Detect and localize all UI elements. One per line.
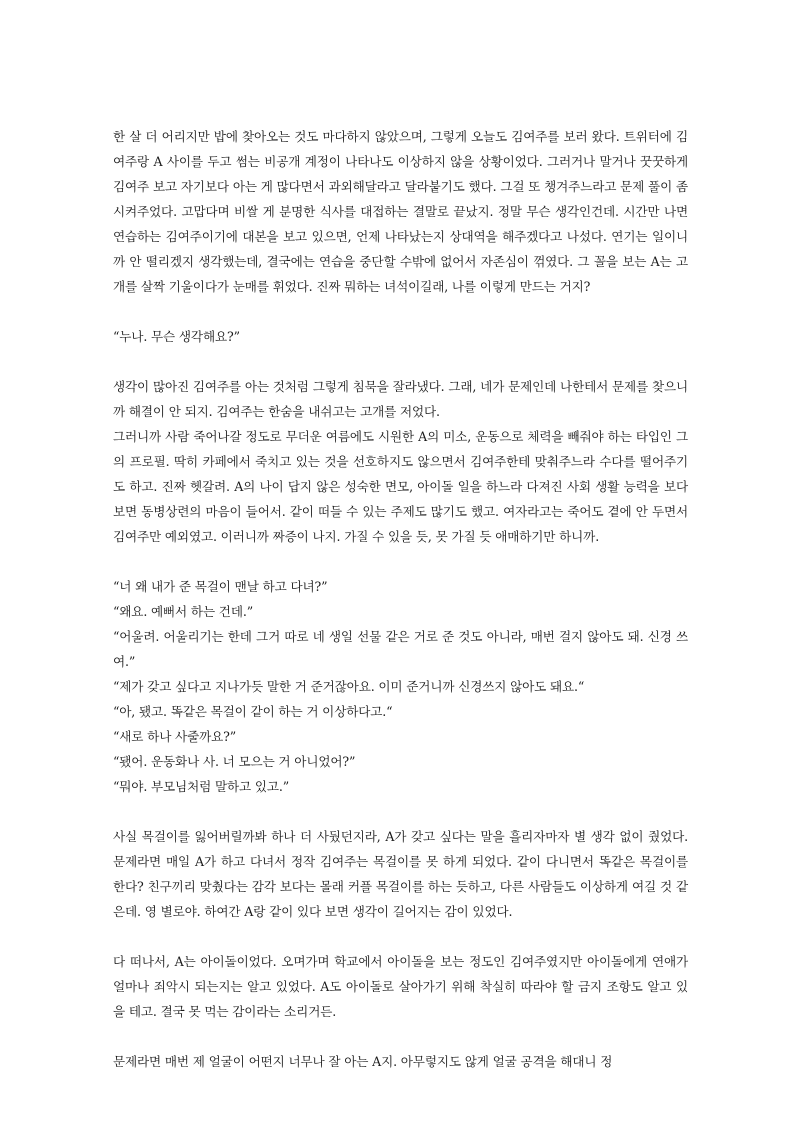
- dialogue-block: [113, 574, 688, 799]
- paragraph-2a: 생각이 많아진 김여주를 아는 것처럼 그렇게 침묵을 잘라냈다. 그래, 네가 문제인데 나한테서 문제를 찾으니까 해결이 안 되지. 김여주는 한숨을 내쉬고는 고개를 저었다.: [113, 379, 688, 419]
- paragraph-4: 다 떠나서, A는 아이돌이었다. 오며가며 학교에서 아이돌을 보는 정도인 김여주였지만 아이돌에게 연애가 얼마나 죄악시 되는지는 알고 있었다. A도 아이돌로 살아가기 위해 착실히 따라야 할 금지 조항도 알고 있을 테고. 결국 못 먹는 감이라는 소리거든.: [113, 954, 688, 1019]
- dialogue-line: “뭐야. 부모님처럼 말하고 있고.”: [113, 779, 290, 794]
- dialogue-line: “새로 하나 사줄까요?”: [113, 729, 237, 744]
- dialogue-line: “아, 됐고. 똑같은 목걸이 같이 하는 거 이상하다고.“: [113, 704, 393, 719]
- dialogue-line: “됐어. 운동화나 사. 너 모으는 거 아니었어?”: [113, 754, 356, 769]
- paragraph-2b: 그러니까 사람 죽어나갈 정도로 무더운 여름에도 시원한 A의 미소, 운동으로 체력을 빼줘야 하는 타입인 그의 프로필. 딱히 카페에서 죽치고 있는 것을 선호하지도 않으면서 김여주한테 맞춰주느라 수다를 떨어주기도 하고. 진짜 헷갈려. A의 나이 답지 않은 성숙한 면모, 아이돌 일을 하느라 다져진 사회 생활 능력을 보다보면 동병상련의 마음이 들어서. 같이 떠들 수 있는 주제도 많기도 했고. 여자라고는 죽어도 곁에 안 두면서 김여주만 예외였고. 이러니까 짜증이 나지. 가질 수 있을 듯, 못 가질 듯 애매하기만 하니까.: [113, 429, 688, 544]
- paragraph-3: 사실 목걸이를 잃어버릴까봐 하나 더 사뒀던지라, A가 갖고 싶다는 말을 흘리자마자 별 생각 없이 줬었다. 문제라면 매일 A가 하고 다녀서 정작 김여주는 목걸이를 못 하게 되었다. 같이 다니면서 똑같은 목걸이를 한다? 친구끼리 맞췄다는 감각 보다는 몰래 커플 목걸이를 하는 듯하고, 다른 사람들도 이상하게 여길 것 같은데. 영 별로야. 하여간 A랑 같이 있다 보면 생각이 길어지는 감이 있었다.: [113, 829, 688, 919]
- document-body: [113, 124, 688, 1074]
- dialogue-line: “제가 갖고 싶다고 지나가듯 말한 거 준거잖아요. 이미 준거니까 신경쓰지 않아도 돼요.“: [113, 679, 585, 694]
- paragraph-5: 문제라면 매번 제 얼굴이 어떤지 너무나 잘 아는 A지. 아무렇지도 않게 얼굴 공격을 해대니 정: [113, 1054, 613, 1069]
- paragraph-1: 한 살 더 어리지만 밥에 찾아오는 것도 마다하지 않았으며, 그렇게 오늘도 김여주를 보러 왔다. 트위터에 김여주랑 A 사이를 두고 썸는 비공개 계정이 나타나도 이상하지 않을 상황이었다. 그러거나 말거나 꿋꿋하게 김여주 보고 자기보다 아는 게 많다면서 과외해달라고 달라붙기도 했다. 그걸 또 챙겨주느라고 문제 풀이 좀 시켜주었다. 고맙다며 비쌀 게 분명한 식사를 대접하는 결말로 끝났지. 정말 무슨 생각인건데. 시간만 나면 연습하는 김여주이기에 대본을 보고 있으면, 언제 나타났는지 상대역을 해주겠다고 나섰다. 연기는 일이니까 안 떨리겠지 생각했는데, 결국에는 연습을 중단할 수밖에 없어서 자존심이 꺾였다. 그 꼴을 보는 A는 고개를 살짝 기울이다가 눈매를 휘었다. 진짜 뭐하는 녀석이길래, 나를 이렇게 만드는 거지?: [113, 129, 688, 294]
- dialogue-line: “왜요. 예뻐서 하는 건데.”: [113, 604, 253, 619]
- dialogue-line-nuna: “누나. 무슨 생각해요?”: [113, 329, 240, 344]
- dialogue-line: “어울려. 어울리기는 한데 그거 따로 네 생일 선물 같은 거로 준 것도 아니라, 매번 걸지 않아도 돼. 신경 쓰여.”: [113, 629, 688, 669]
- dialogue-line: “너 왜 내가 준 목걸이 맨날 하고 다녀?”: [113, 579, 328, 594]
